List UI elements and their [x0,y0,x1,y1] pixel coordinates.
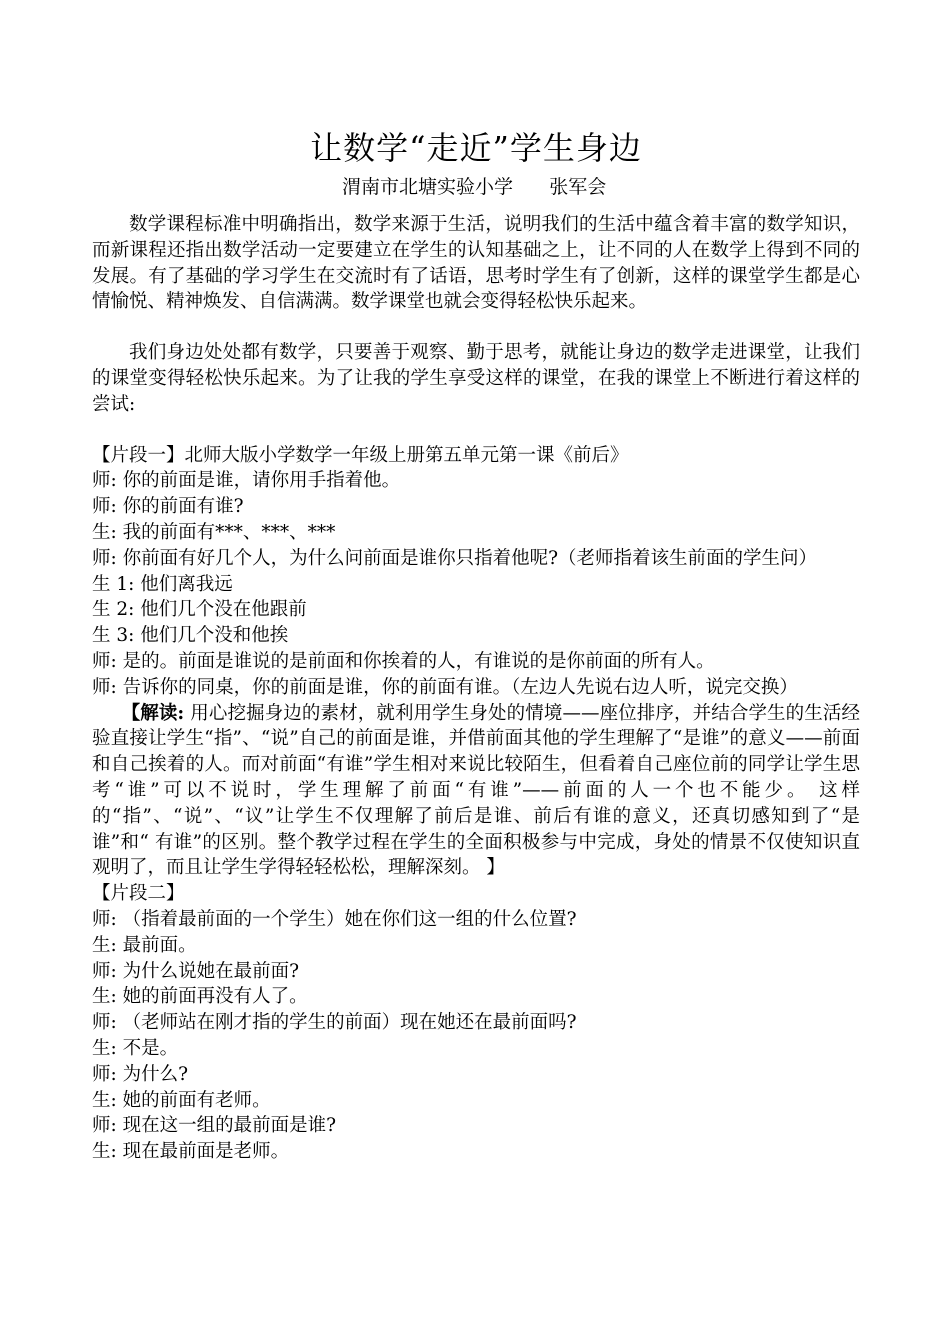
intro-paragraph-2: 我们身边处处都有数学，只要善于观察、勤于思考，就能让身边的数学走进课堂，让我们的课堂变得轻松快乐起来。为了让我的学生享受这样的课堂，在我的课堂上不断进行着这样的尝试: [92,342,860,415]
dialogue-line: 生 3: 他们几个没和他挨 [92,625,289,647]
dialogue-line: 师: 现在这一组的最前面是谁? [92,1115,337,1137]
dialogue-line: 师: 你的前面有谁? [92,496,244,518]
dialogue-line: 生: 不是。 [92,1037,179,1059]
reading-commentary [92,701,860,882]
segment1-heading: 【片段一】北师大版小学数学一年级上册第五单元第一课《前后》 [92,444,629,466]
reading-label: 【解读: [121,702,185,724]
author-line: 渭南市北塘实验小学 张军会 [342,176,607,198]
dialogue-line: 生 1: 他们离我远 [92,573,233,595]
dialogue-line: 生 2: 他们几个没在他跟前 [92,599,307,621]
dialogue-line: 师: 你的前面是谁，请你用手指着他。 [92,470,401,492]
dialogue-line: 师: 是的。前面是谁说的是前面和你挨着的人，有谁说的是你前面的所有人。 [92,650,715,672]
dialogue-line: 师: （指着最前面的一个学生）她在你们这一组的什么位置? [92,908,577,930]
dialogue-line: 生: 她的前面再没有人了。 [92,986,308,1008]
dialogue-line: 生: 我的前面有***、***、*** [92,521,336,543]
intro-paragraph-1: 数学课程标准中明确指出，数学来源于生活，说明我们的生活中蕴含着丰富的数学知识，而新课程还指出数学活动一定要建立在学生的认知基础之上，让不同的人在数学上得到不同的发展。有了基础的学习学生在交流时有了话语，思考时学生有了创新，这样的课堂学生都是心情愉悦、精神焕发、自信满满。数学课堂也就会变得轻松快乐起来。 [92,214,860,313]
dialogue-line: 生: 她的前面有老师。 [92,1089,271,1111]
reading-text: 用心挖掘身边的素材，就利用学生身处的情境——座位排序，并结合学生的生活经验直接让学生“指”、“说”自己的前面是谁，并借前面其他的学生理解了“是谁”的意义——前面和自己挨着的人。而对前面“有谁”学生相对来说比较陌生，但看着自己座位前的同学让学生思考“谁”可以不说时，学生理解了前面“有谁”——前面的人一个也不能少。 这样的“指”、“说”、“议”让学生不仅理解了前后是谁、前后有谁的意义，还真切感知到了“是谁”和“ 有谁”的区别。整个教学过程在学生的全面积极参与中完成，身处的情景不仅使知识直观明了，而且让学生学得轻轻松松，理解深刻。 】 [92,702,860,879]
dialogue-line: 师: 为什么? [92,1063,189,1085]
dialogue-line: 师: 你前面有好几个人，为什么问前面是谁你只指着他呢?（老师指着该生前面的学生问） [92,547,818,569]
document-title: 让数学“走近”学生身边 [310,129,642,167]
dialogue-line: 师: 为什么说她在最前面? [92,960,300,982]
dialogue-line: 生: 现在最前面是老师。 [92,1141,290,1163]
dialogue-line: 生: 最前面。 [92,934,197,956]
segment2-heading: 【片段二】 [92,883,185,905]
document-body [92,212,860,1165]
dialogue-line: 师: （老师站在刚才指的学生的前面）现在她还在最前面吗? [92,1012,577,1034]
dialogue-line: 师: 告诉你的同桌，你的前面是谁，你的前面有谁。（左边人先说右边人听，说完交换） [92,676,798,698]
